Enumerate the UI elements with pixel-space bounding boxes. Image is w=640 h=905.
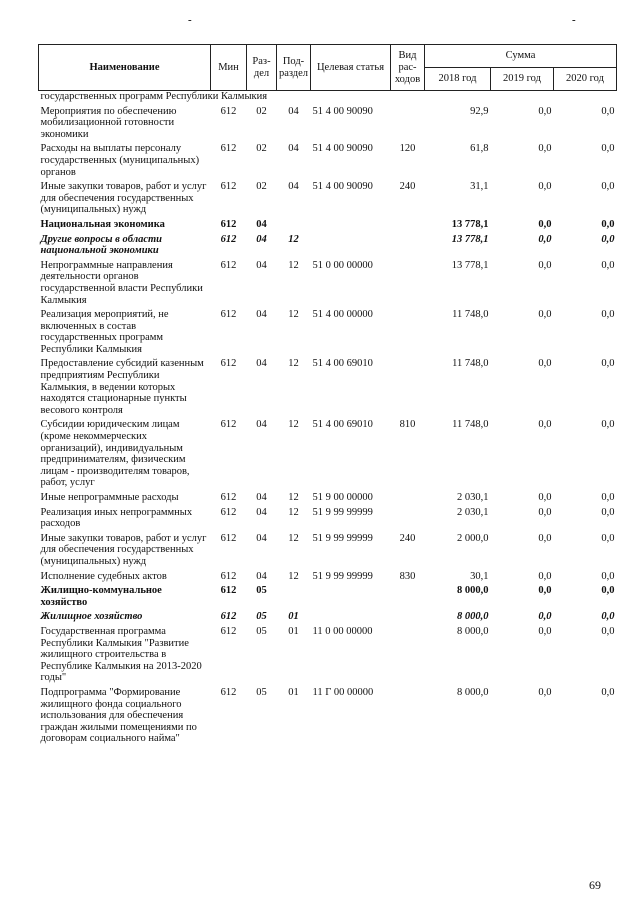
row-sum-2018: 2 030,1 <box>457 492 489 503</box>
row-sum-2018: 8 000,0 <box>457 625 489 637</box>
row-expense-type: 240 <box>399 532 416 544</box>
col-header-razdel: Раз-дел <box>247 45 277 91</box>
row-razdel: 05 <box>256 611 267 623</box>
row-min: 612 <box>220 259 237 271</box>
row-sum-2020: 0,0 <box>601 233 615 245</box>
row-razdel: 04 <box>256 233 267 245</box>
row-sum-2018: 11 748,0 <box>452 309 489 321</box>
row-target-article <box>311 585 391 611</box>
row-razdel: 04 <box>256 570 267 582</box>
budget-table <box>38 44 617 748</box>
row-razdel: 02 <box>256 105 267 117</box>
row-min: 612 <box>220 625 237 637</box>
row-podrazdel: 12 <box>288 570 299 582</box>
col-header-podrazdel: Под-раздел <box>277 45 311 91</box>
row-name: Государственная программа Республики Калмыкия "Развитие жилищного строительства в Республике Калмыкия на 2013-2020 годы" <box>40 625 202 684</box>
row-sum-2018: 11 748,0 <box>452 358 489 370</box>
row-sum-2019: 0,0 <box>538 181 552 193</box>
row-sum-2019: 0,0 <box>538 358 552 370</box>
row-sum-2019: 0,0 <box>538 532 552 544</box>
row-sum-2019: 0,0 <box>538 611 552 623</box>
col-header-2018: 2018 год <box>425 68 491 91</box>
row-podrazdel: 01 <box>288 611 299 623</box>
row-expense-type <box>391 585 425 611</box>
table-row <box>39 626 617 687</box>
row-podrazdel: 12 <box>288 309 299 321</box>
row-target-article: 51 0 00 00000 <box>312 259 373 271</box>
row-target-article: 51 4 00 90090 <box>312 105 373 117</box>
table-row <box>39 571 617 586</box>
row-podrazdel <box>277 585 311 611</box>
row-min: 612 <box>220 492 237 503</box>
row-min: 612 <box>220 532 237 544</box>
row-podrazdel: 12 <box>288 358 299 370</box>
row-expense-type <box>391 358 425 419</box>
table-row <box>39 234 617 260</box>
row-target-article: 51 4 00 00000 <box>312 309 373 321</box>
row-sum-2018: 11 748,0 <box>452 419 489 431</box>
row-target-article: 51 9 99 99999 <box>312 570 373 582</box>
row-podrazdel: 12 <box>288 233 299 245</box>
row-razdel: 04 <box>256 309 267 321</box>
row-podrazdel: 01 <box>288 686 299 698</box>
row-min: 612 <box>220 143 237 155</box>
table-row <box>39 219 617 234</box>
col-header-sum: Сумма <box>425 45 617 68</box>
row-expense-type <box>391 507 425 533</box>
row-sum-2020: 0,0 <box>601 143 615 155</box>
row-podrazdel: 04 <box>288 105 299 117</box>
row-razdel: 05 <box>256 625 267 637</box>
row-min: 612 <box>220 419 237 431</box>
row-razdel: 04 <box>256 218 267 230</box>
row-razdel: 04 <box>256 358 267 370</box>
row-name: Подпрограмма "Формирование жилищного фонда социального использования для обеспечения граждан жилыми помещениями по договорам социального найма" <box>40 686 197 745</box>
row-podrazdel: 12 <box>288 532 299 544</box>
row-sum-2020: 0,0 <box>601 585 615 597</box>
row-razdel: 04 <box>256 532 267 544</box>
row-name: Иные закупки товаров, работ и услуг для обеспечения государственных (муниципальных) нужд <box>40 532 207 567</box>
row-sum-2018: 2 030,1 <box>457 506 489 518</box>
row-sum-2018: 8 000,0 <box>457 611 489 623</box>
row-sum-2018: 13 778,1 <box>451 218 489 230</box>
row-sum-2018: 31,1 <box>470 181 489 193</box>
row-podrazdel <box>277 219 311 234</box>
table-row <box>39 260 617 309</box>
row-sum-2018: 92,9 <box>470 105 489 117</box>
row-expense-type: 810 <box>399 419 416 431</box>
row-sum-2020: 0,0 <box>601 419 615 431</box>
row-podrazdel: 04 <box>288 143 299 155</box>
row-expense-type <box>391 234 425 260</box>
table-row <box>39 492 617 507</box>
row-min: 612 <box>220 309 237 321</box>
row-min: 612 <box>220 358 237 370</box>
row-podrazdel: 04 <box>288 181 299 193</box>
row-target-article: 51 9 99 99999 <box>312 532 373 544</box>
row-sum-2020: 0,0 <box>601 218 615 230</box>
row-sum-2018: 13 778,1 <box>451 233 489 245</box>
row-podrazdel: 12 <box>288 506 299 518</box>
table-row <box>39 309 617 358</box>
row-target-article: 51 9 99 99999 <box>312 506 373 518</box>
continuation-text: государственных программ Республики Калмыкия <box>40 91 268 102</box>
row-sum-2020: 0,0 <box>601 506 615 518</box>
row-target-article: 11 Г 00 00000 <box>312 686 374 698</box>
row-min: 612 <box>220 506 237 518</box>
row-podrazdel: 12 <box>288 492 299 503</box>
table-row <box>39 419 617 492</box>
row-razdel: 04 <box>256 506 267 518</box>
row-target-article: 51 4 00 69010 <box>312 358 373 370</box>
row-min: 612 <box>220 233 237 245</box>
row-sum-2019: 0,0 <box>538 585 552 597</box>
row-sum-2019: 0,0 <box>538 625 552 637</box>
table-row <box>39 106 617 144</box>
row-expense-type <box>391 309 425 358</box>
row-sum-2019: 0,0 <box>538 105 552 117</box>
row-sum-2019: 0,0 <box>538 233 552 245</box>
row-expense-type <box>391 626 425 687</box>
table-row <box>39 533 617 571</box>
table-row <box>39 687 617 748</box>
row-expense-type: 120 <box>399 143 416 155</box>
row-razdel: 05 <box>256 585 267 597</box>
row-name: Другие вопросы в области национальной экономики <box>40 233 163 257</box>
row-sum-2018: 30,1 <box>470 570 489 582</box>
row-sum-2019: 0,0 <box>538 506 552 518</box>
row-min: 612 <box>220 181 237 193</box>
row-sum-2018: 61,8 <box>470 143 489 155</box>
row-sum-2020: 0,0 <box>601 686 615 698</box>
row-name: Реализация иных непрограммных расходов <box>40 506 193 530</box>
row-name: Национальная экономика <box>40 218 165 230</box>
row-target-article <box>311 611 391 626</box>
row-sum-2019: 0,0 <box>538 570 552 582</box>
header-mark-left: - <box>188 14 192 26</box>
row-razdel: 02 <box>256 181 267 193</box>
row-sum-2020: 0,0 <box>601 492 615 503</box>
row-name: Субсидии юридическим лицам (кроме некоммерческих организаций), индивидуальным предпринимателям, физическим лицам - производителям товаров, работ, услуг <box>40 419 190 489</box>
row-name: Исполнение судебных актов <box>40 570 167 582</box>
row-min: 612 <box>220 105 237 117</box>
row-target-article <box>311 234 391 260</box>
row-name: Жилищное хозяйство <box>40 611 143 623</box>
page-number: 69 <box>589 878 601 892</box>
row-name: Иные непрограммные расходы <box>40 492 179 503</box>
row-sum-2020: 0,0 <box>601 181 615 193</box>
row-target-article: 51 4 00 90090 <box>312 143 373 155</box>
col-header-name: Наименование <box>39 45 211 91</box>
row-razdel: 04 <box>256 419 267 431</box>
row-razdel: 04 <box>256 259 267 271</box>
table-row <box>39 585 617 611</box>
table-row <box>39 611 617 626</box>
row-min: 612 <box>220 585 237 597</box>
row-min: 612 <box>220 611 237 623</box>
row-sum-2019: 0,0 <box>538 686 552 698</box>
row-expense-type <box>391 611 425 626</box>
row-sum-2020: 0,0 <box>601 570 615 582</box>
row-expense-type <box>391 260 425 309</box>
col-header-2020: 2020 год <box>554 68 617 91</box>
header-mark-right: - <box>572 14 576 26</box>
row-sum-2020: 0,0 <box>601 358 615 370</box>
row-name: Предоставление субсидий казенным предприятиям Республики Калмыкия, в ведении которых находятся стационарные пункты весового контроля <box>40 358 204 416</box>
row-sum-2020: 0,0 <box>601 309 615 321</box>
row-sum-2020: 0,0 <box>601 259 615 271</box>
row-name: Жилищно-коммунальное хозяйство <box>40 585 162 608</box>
row-expense-type <box>391 219 425 234</box>
row-target-article: 51 4 00 90090 <box>312 181 373 193</box>
row-target-article: 11 0 00 00000 <box>312 625 373 637</box>
row-target-article <box>311 219 391 234</box>
row-razdel: 04 <box>256 492 267 503</box>
row-sum-2019: 0,0 <box>538 419 552 431</box>
row-expense-type <box>391 492 425 507</box>
row-target-article: 51 9 00 00000 <box>312 492 373 503</box>
row-name: Реализация мероприятий, не включенных в состав государственных программ Республики Калмыкия <box>40 309 169 355</box>
row-name: Мероприятия по обеспечению мобилизационной готовности экономики <box>40 105 177 140</box>
row-sum-2020: 0,0 <box>601 625 615 637</box>
row-razdel: 05 <box>256 686 267 698</box>
row-expense-type: 830 <box>399 570 416 582</box>
row-min: 612 <box>220 686 237 698</box>
row-name: Непрограммные направления деятельности органов государственной власти Республики Калмыкия <box>40 259 203 306</box>
row-min: 612 <box>220 218 237 230</box>
table-row <box>39 143 617 181</box>
continuation-row <box>39 91 617 106</box>
table-row <box>39 181 617 219</box>
row-sum-2018: 13 778,1 <box>451 259 489 271</box>
row-razdel: 02 <box>256 143 267 155</box>
row-sum-2019: 0,0 <box>538 259 552 271</box>
col-header-target: Целевая статья <box>311 45 391 91</box>
row-sum-2018: 8 000,0 <box>457 585 489 597</box>
col-header-2019: 2019 год <box>491 68 554 91</box>
row-podrazdel: 12 <box>288 259 299 271</box>
row-expense-type <box>391 687 425 748</box>
row-sum-2019: 0,0 <box>538 309 552 321</box>
table-row <box>39 358 617 419</box>
row-sum-2018: 8 000,0 <box>457 686 489 698</box>
row-min: 612 <box>220 570 237 582</box>
row-expense-type: 240 <box>399 181 416 193</box>
row-target-article: 51 4 00 69010 <box>312 419 373 431</box>
row-name: Иные закупки товаров, работ и услуг для обеспечения государственных (муниципальных) нужд <box>40 181 207 216</box>
row-podrazdel: 12 <box>288 419 299 431</box>
table-row <box>39 507 617 533</box>
col-header-vid: Вид рас-ходов <box>391 45 425 91</box>
row-name: Расходы на выплаты персоналу государственных (муниципальных) органов <box>40 143 200 178</box>
row-sum-2020: 0,0 <box>601 611 615 623</box>
row-sum-2018: 2 000,0 <box>457 532 489 544</box>
row-sum-2019: 0,0 <box>538 218 552 230</box>
row-expense-type <box>391 106 425 144</box>
row-sum-2020: 0,0 <box>601 105 615 117</box>
row-sum-2019: 0,0 <box>538 143 552 155</box>
col-header-min: Мин <box>211 45 247 91</box>
row-sum-2020: 0,0 <box>601 532 615 544</box>
row-podrazdel: 01 <box>288 625 299 637</box>
row-sum-2019: 0,0 <box>538 492 552 503</box>
